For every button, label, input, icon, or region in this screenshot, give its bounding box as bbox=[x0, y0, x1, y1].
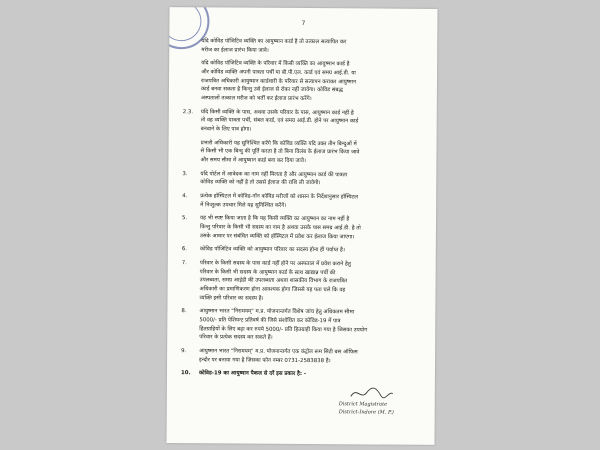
text-line: से किसी भी एक बिन्दु की पूर्ति करता है तो बिना विलंब के ईलाज प्रारंभ किया जावे bbox=[200, 148, 360, 156]
paragraph-number: 3. bbox=[182, 170, 188, 177]
paragraph-item bbox=[168, 139, 436, 167]
paragraph-number: 9. bbox=[181, 348, 187, 355]
paragraph-item bbox=[168, 245, 436, 255]
paragraph-number: 8. bbox=[181, 308, 187, 315]
text-line: मरीज का ईलाज प्रारंभ किया जावे। bbox=[201, 46, 269, 54]
paragraph-item bbox=[168, 214, 436, 242]
signature-block bbox=[339, 400, 409, 416]
paragraph-text bbox=[200, 246, 426, 256]
paragraph-text bbox=[201, 60, 427, 105]
text-line: यह भी स्पष्ट किया जाता है कि यह किसी व्यक्ति का आयुष्मान का नाम नहीं है bbox=[200, 215, 350, 223]
paragraph-text bbox=[201, 108, 427, 135]
paragraph-item bbox=[167, 369, 435, 379]
paragraph-number: 10. bbox=[180, 370, 191, 377]
text-line: आयुष्मान भारत "निरामयम्" म.प्र. योजनान्तर्गत विशेष जांच हेतु अधिकतम सीमा bbox=[199, 308, 355, 316]
paragraph-item bbox=[167, 259, 435, 304]
paragraph-number: 7. bbox=[181, 260, 187, 267]
text-line: बनवाने के लिए पात्र होगा। bbox=[200, 126, 252, 133]
text-line: व्यक्ति इसी परिवार का सदस्य है। bbox=[199, 294, 264, 302]
text-line: परिवार के प्रत्येक सदस्य कर सकते हैं। bbox=[199, 334, 273, 341]
text-line: आयुष्मान भारत "निरामयम्" म.प्र. योजनान्तर्गत एक कंट्रोल रूम सिटी बस ऑफिस bbox=[199, 348, 358, 356]
text-line: में निःशुल्क उपचार मिले यह सुनिश्चित करेंगे। bbox=[200, 201, 287, 209]
page-number: 7 bbox=[301, 19, 306, 28]
text-line: कार्ड बनवा सकता है किन्तु उसे ईलाज से रोका नहीं जावेगा। कोविड संबद्ध bbox=[200, 86, 343, 94]
paragraph-item bbox=[169, 108, 437, 136]
text-line: यदि कोविड पॉजिटिव व्यक्ति के परिवार में किसी व्यक्ति का आयुष्मान कार्ड है bbox=[201, 60, 350, 68]
paragraph-item bbox=[169, 59, 437, 104]
text-line: परिवार के किसी भी सदस्य के आयुष्मान कार्ड के साथ खाद्यान्न पर्ची की bbox=[199, 269, 336, 277]
text-line: यदि कोविड पॉजिटिव व्यक्ति का आयुष्मान कार्ड है तो तत्काल सत्यापित कर bbox=[201, 38, 347, 46]
paragraph-item bbox=[168, 170, 436, 189]
text-line: इन्दौर पर बनाया गया है जिसका फोन नम्बर 0731-2583838 है। bbox=[199, 356, 331, 364]
paragraph-text bbox=[199, 308, 425, 344]
text-line: अधिकारी का प्रमाणिकरण होना आवश्यक होगा जिससे यह पता चले कि वह bbox=[199, 286, 346, 294]
text-line: प्रभारी अधिकारी यह सुनिश्चित करेंगे कि कोविड व्यक्ति यदि उक्त तीन बिन्दुओं में bbox=[200, 139, 357, 147]
paragraph-item bbox=[169, 37, 437, 56]
text-line: अस्पतालों तत्काल मरीज को भर्ती कर ईलाज प्रारंभ करेंगे। bbox=[200, 95, 312, 102]
signature-title: District Magistrate bbox=[338, 401, 388, 408]
text-line: उसके आधार पर संबंधित व्यक्ति को हॉस्पिटल में प्रवेश कर ईलाज किया जाएगा। bbox=[199, 232, 355, 240]
text-line: यदि पोर्टल में आवेदक का नाम नहीं मिलता है और आयुष्मान कार्ड की पात्रता bbox=[200, 170, 348, 178]
paragraph-number: 4. bbox=[182, 193, 188, 200]
text-line: हितग्राहियों के लिए बढ़ा कर रुपये 5000/- प्रति हितग्राही किया गया है जिसका उपयोग bbox=[199, 325, 368, 334]
text-line: कोविड व्यक्ति को नहीं है तो उससे ईलाज की राशि ली जावेगी। bbox=[200, 179, 321, 187]
paragraph-text bbox=[201, 37, 427, 56]
text-line: यदि किसी व्यक्ति के पास, अथवा उसके परिवार के पास, आयुष्मान कार्ड नहीं है bbox=[200, 108, 354, 116]
document-body bbox=[170, 7, 438, 378]
paragraph-number: 6. bbox=[181, 246, 188, 253]
text-line: कोविड पॉजिटिव व्यक्ति को आयुष्मान परिवार का सदस्य होना ही पर्याप्त है। bbox=[199, 246, 345, 254]
text-line: प्रत्येक हॉस्पिटल में कोविड-नॉन कोविड मरीजों को शासन के निर्देशानुसार हॉस्पिटल bbox=[200, 193, 358, 201]
paragraph-text bbox=[200, 192, 426, 211]
text-line: किन्तु परिवार के किसी भी सदस्य का नाम है अथवा उसके पास समग्र आई.डी. है तो bbox=[199, 224, 361, 232]
text-line: कोविड-19 का आयुष्मान पैकज से दरें इस प्रकार है: - bbox=[198, 370, 307, 378]
text-line: राजपत्रित अधिकारी आयुष्मान कार्डधारी के परिवार से सत्यापन कराकर आयुष्मान bbox=[200, 77, 357, 85]
paragraph-text bbox=[200, 215, 426, 242]
paragraph-item bbox=[167, 307, 435, 343]
paragraph-text bbox=[199, 259, 425, 304]
paragraph-number: 5. bbox=[182, 215, 188, 222]
text-line: उपलब्धता, समग्र आईडी की उपलब्धता अथवा शासकीय विभाग के राजपत्रित bbox=[199, 277, 348, 285]
text-line: परिवार के किसी सदस्य के पास कार्ड नहीं होने पर अस्पताल में प्रवेश कराने हेतु bbox=[199, 260, 351, 268]
paragraph-text bbox=[200, 139, 426, 166]
paragraph-text bbox=[199, 347, 425, 366]
text-line: और समय सीमा में आयुष्मान कार्ड बना कर दिया जावे। bbox=[200, 157, 306, 164]
text-line: तो वह व्यक्ति पात्रता पर्ची, संबल कार्ड, एवं समग्र आई.डी. होने पर आयुष्मान कार्ड bbox=[200, 117, 359, 125]
text-line: 5000/- प्रति पेशियन्ट प्रतिवर्ष की जिसे संशोधित कर कोविड-19 में पात्र bbox=[199, 317, 341, 325]
text-line: और कोविड व्यक्ति अपनी पात्रता पर्ची या बी.पी.एल. कार्ड एवं समग्र आई.डी. या bbox=[201, 69, 356, 77]
paragraph-text bbox=[199, 370, 425, 380]
paragraph-number: 2.3. bbox=[182, 108, 194, 115]
document-page bbox=[166, 7, 437, 445]
paragraph-item bbox=[167, 347, 435, 366]
paragraph-text bbox=[200, 170, 426, 189]
signature-office: District-Indore (M. P.) bbox=[338, 409, 394, 416]
paragraph-item bbox=[168, 192, 436, 211]
